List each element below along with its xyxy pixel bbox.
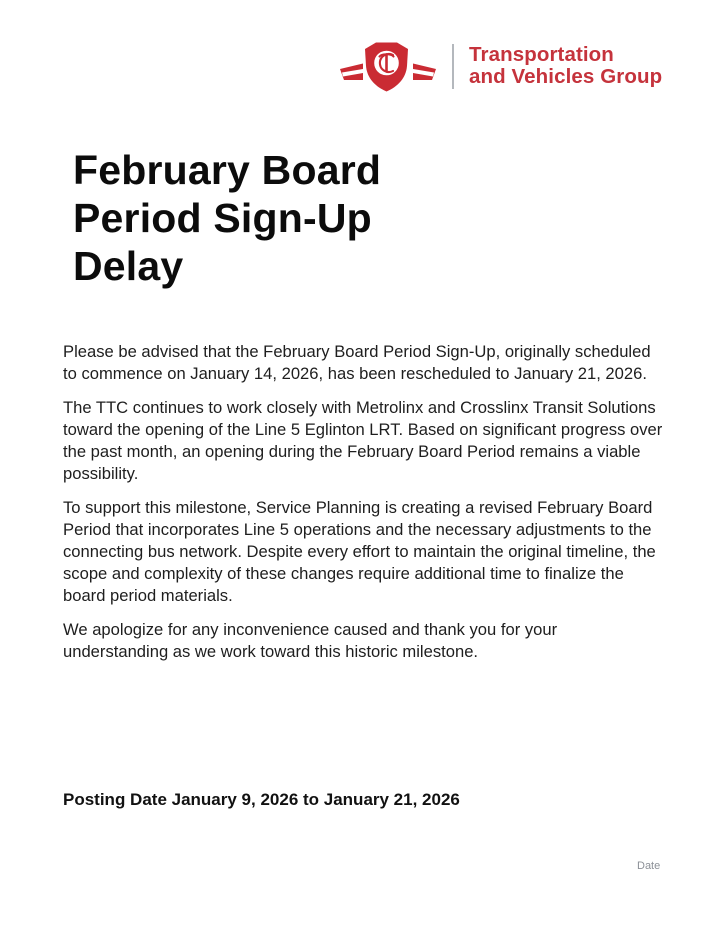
page-title xyxy=(73,146,381,290)
ttc-logo-icon xyxy=(340,40,436,92)
org-name xyxy=(469,44,662,89)
brand-divider xyxy=(452,44,454,89)
org-name-line2: and Vehicles Group xyxy=(469,65,663,88)
org-name-line1: Transportation xyxy=(469,42,614,66)
header-brand xyxy=(340,40,662,92)
page-title-line3: Delay xyxy=(73,243,184,289)
date-label: Date xyxy=(637,860,661,872)
notice-body xyxy=(63,341,664,675)
page-title-line2: Period Sign-Up xyxy=(73,195,372,241)
paragraph-service-planning: To support this milestone, Service Planning is creating a revised February Board Period that incorporates Line 5 operations and the necessary adjustments to the connecting bus network. Despite every effort to maintain the original timeline, the scope and complexity of these changes require additional time to finalize the board period materials. xyxy=(63,498,656,605)
paragraph-line5-progress: The TTC continues to work closely with Metrolinx and Crosslinx Transit Solutions toward the opening of the Line 5 Eglinton LRT. Based on significant progress over the past month, an opening during the February Board Period remains a viable possibility. xyxy=(63,398,663,483)
paragraph-reschedule: Please be advised that the February Board Period Sign-Up, originally scheduled to commence on January 14, 2026, has been rescheduled to January 21, 2026. xyxy=(63,342,651,383)
page-title-line1: February Board xyxy=(73,147,382,193)
paragraph-apology: We apologize for any inconvenience caused and thank you for your understanding as we work toward this historic milestone. xyxy=(63,620,558,661)
posting-date: Posting Date January 9, 2026 to January 21, 2026 xyxy=(63,790,460,809)
